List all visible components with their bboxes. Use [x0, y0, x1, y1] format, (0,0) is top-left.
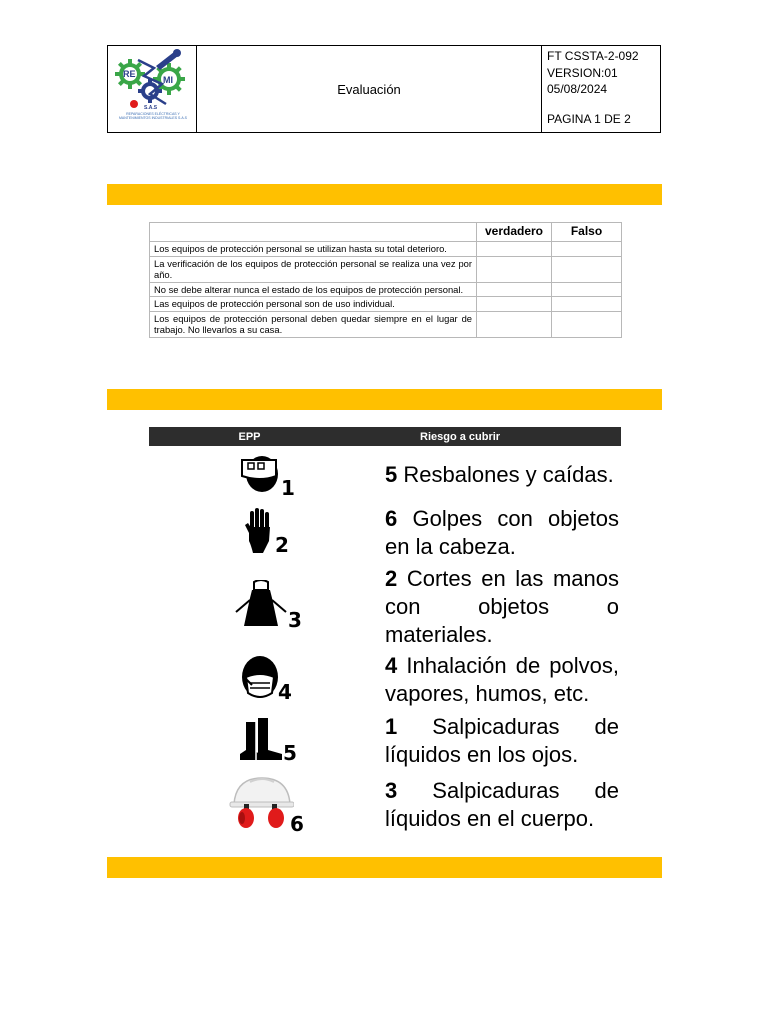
risk-text: Inhalación de polvos, vapores, humos, etc.	[385, 653, 619, 706]
helmet-earmuffs-icon	[228, 774, 294, 830]
risk-item-6	[385, 777, 619, 833]
true-column-header: verdadero	[477, 223, 552, 242]
risk-item-1	[385, 461, 619, 489]
risk-item-4	[385, 652, 619, 708]
section-bar-3	[107, 857, 662, 878]
epp-column-header: EPP	[238, 430, 261, 443]
epp-item-3	[234, 580, 304, 634]
document-header	[107, 45, 661, 133]
statement: Los equipos de protección personal se utilizan hasta su total deterioro.	[150, 242, 477, 257]
epp-item-1	[240, 454, 300, 500]
document-version: VERSION:01	[547, 65, 618, 80]
risk-text: Salpicaduras de líquidos en el cuerpo.	[385, 778, 619, 831]
epp-number: 1	[281, 476, 295, 500]
true-answer-cell[interactable]	[477, 311, 552, 337]
true-false-table	[149, 222, 622, 338]
epp-item-6	[228, 774, 308, 836]
logo-left-letters: RE	[123, 69, 136, 79]
risk-number: 4	[385, 653, 398, 678]
company-logo	[108, 46, 197, 132]
statement-header	[150, 223, 477, 242]
table-row	[150, 311, 622, 337]
statement: No se debe alterar nunca el estado de los equipos de protección personal.	[150, 282, 477, 297]
table-row	[150, 297, 622, 312]
apron-icon	[234, 580, 288, 630]
true-answer-cell[interactable]	[477, 297, 552, 312]
risk-item-3	[385, 565, 619, 649]
epp-number: 2	[275, 533, 289, 557]
table-row	[150, 242, 622, 257]
logo-right-letters: MI	[163, 75, 173, 85]
risk-item-5	[385, 713, 619, 769]
section-bar-2	[107, 389, 662, 410]
document-code: FT CSSTA-2-092	[547, 49, 639, 63]
risk-number: 2	[385, 566, 398, 591]
epp-item-4	[240, 655, 300, 705]
table-row	[150, 256, 622, 282]
epp-number: 4	[278, 680, 292, 704]
glove-icon	[245, 507, 273, 553]
respirator-mask-icon	[240, 655, 280, 701]
false-answer-cell[interactable]	[552, 282, 622, 297]
risk-item-2	[385, 505, 619, 561]
true-answer-cell[interactable]	[477, 282, 552, 297]
false-answer-cell[interactable]	[552, 311, 622, 337]
epp-table-header	[149, 427, 621, 446]
statement: Los equipos de protección personal deben quedar siempre en el lugar de trabajo. No llevarlos a su casa.	[150, 311, 477, 337]
risk-number: 6	[385, 506, 398, 531]
section-bar-1	[107, 184, 662, 205]
gear-logo-icon	[108, 46, 196, 134]
risk-text: Resbalones y caídas.	[403, 462, 614, 487]
risk-text: Golpes con objetos en la cabeza.	[385, 506, 619, 559]
false-answer-cell[interactable]	[552, 297, 622, 312]
document-meta	[542, 46, 660, 132]
statement: Las equipos de protección personal son de uso individual.	[150, 297, 477, 312]
risk-number: 3	[385, 778, 398, 803]
epp-number: 6	[290, 812, 304, 836]
logo-sas: S.A.S	[144, 105, 158, 111]
boots-icon	[238, 716, 284, 760]
document-date: 05/08/2024	[547, 82, 608, 96]
risk-text: Salpicaduras de líquidos en los ojos.	[385, 714, 619, 767]
true-answer-cell[interactable]	[477, 242, 552, 257]
epp-number: 5	[283, 741, 297, 765]
false-answer-cell[interactable]	[552, 242, 622, 257]
false-column-header: Falso	[552, 223, 622, 242]
page-number: PAGINA 1 DE 2	[547, 111, 631, 126]
risk-text: Cortes en las manos con objetos o materiales.	[385, 566, 619, 647]
risk-number: 1	[385, 714, 398, 739]
false-answer-cell[interactable]	[552, 256, 622, 282]
face-shield-icon	[240, 454, 284, 494]
epp-item-2	[245, 507, 295, 557]
epp-number: 3	[288, 608, 302, 632]
risk-column-header: Riesgo a cubrir	[420, 430, 501, 443]
true-answer-cell[interactable]	[477, 256, 552, 282]
table-row	[150, 282, 622, 297]
risk-number: 5	[385, 462, 398, 487]
epp-item-5	[238, 716, 302, 766]
logo-caption: REPARACIONES ELÉCTRICAS Y MANTENIMIENTOS INDUSTRIALES S.A.S	[118, 112, 187, 120]
statement: La verificación de los equipos de protección personal se realiza una vez por año.	[150, 256, 477, 282]
document-title: Evaluación	[197, 46, 542, 132]
